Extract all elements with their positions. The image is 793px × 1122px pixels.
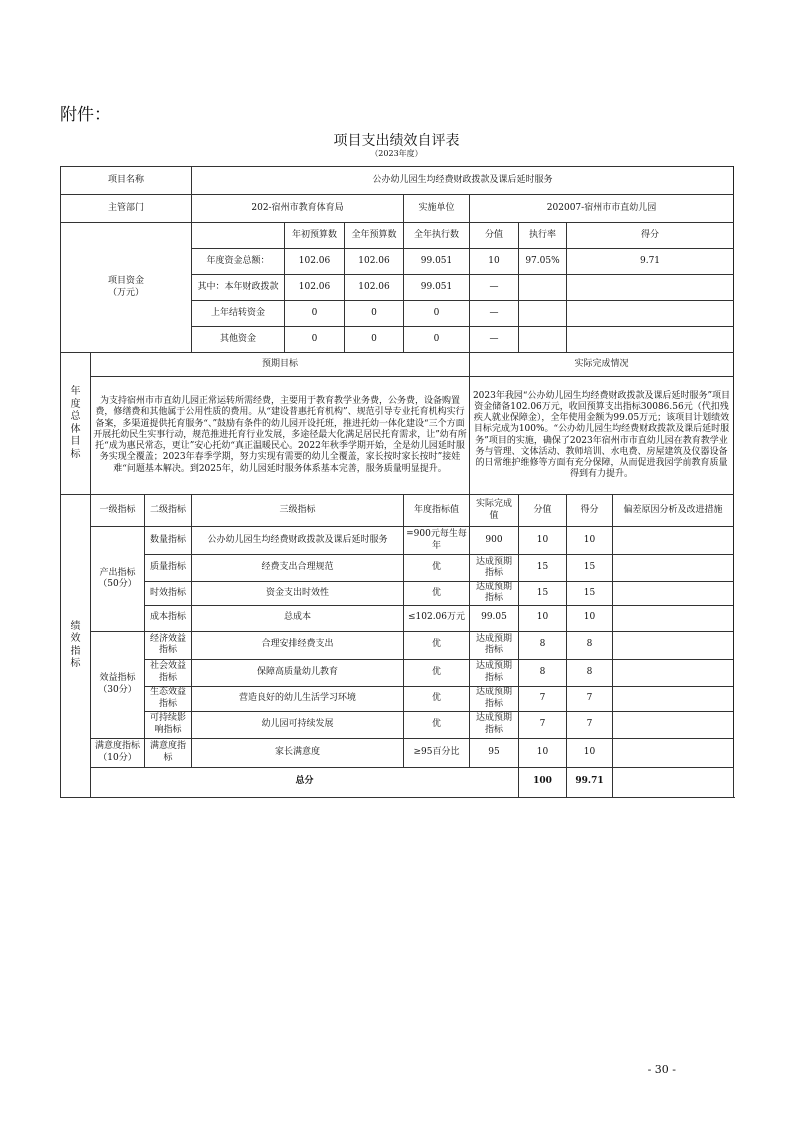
level2-cell: 数量指标: [145, 527, 192, 555]
actual-result-header: 实际完成情况: [470, 353, 734, 377]
funds-row-initial: 0: [285, 301, 345, 327]
target-cell: 优: [404, 582, 470, 606]
funds-header-initial: 年初预算数: [285, 223, 345, 249]
funds-row-annual: 0: [345, 301, 404, 327]
deviation-cell: [613, 527, 734, 555]
score-cell: 8: [567, 631, 613, 659]
actual-cell: 达成预期指标: [470, 659, 519, 686]
level1-output: 产出指标（50分）: [91, 527, 145, 632]
level3-cell: 家长满意度: [192, 738, 404, 767]
impl-unit-value: 202007-宿州市市直幼儿园: [470, 195, 734, 223]
weight-cell: 10: [519, 605, 567, 631]
score-cell: 8: [567, 659, 613, 686]
actual-cell: 900: [470, 527, 519, 555]
target-cell: ≥95百分比: [404, 738, 470, 767]
indicator-row: [61, 738, 734, 767]
score-header: 得分: [567, 495, 613, 527]
indicator-row: [61, 631, 734, 659]
funds-row-score: 9.71: [567, 249, 734, 275]
score-cell: 7: [567, 686, 613, 711]
actual-value-header: 实际完成值: [470, 495, 519, 527]
report-year: （2023年度）: [370, 149, 423, 158]
deviation-cell: [613, 605, 734, 631]
actual-cell: 达成预期指标: [470, 582, 519, 606]
funds-row-score: [567, 275, 734, 301]
actual-cell: 达成预期指标: [470, 686, 519, 711]
weight-header: 分值: [519, 495, 567, 527]
indicator-row: [61, 686, 734, 711]
indicator-row: [61, 527, 734, 555]
target-cell: =900元每生每年: [404, 527, 470, 555]
deviation-cell: [613, 659, 734, 686]
project-name-value: 公办幼儿园生均经费财政拨款及课后延时服务: [192, 167, 734, 195]
level2-cell: 经济效益指标: [145, 631, 192, 659]
performance-label: [61, 495, 91, 798]
dept-label: 主管部门: [61, 195, 192, 223]
weight-cell: 10: [519, 738, 567, 767]
goals-text-row: [61, 377, 734, 495]
weight-cell: 15: [519, 555, 567, 582]
funds-row-executed: 0: [404, 301, 470, 327]
funds-row-rate: [519, 301, 567, 327]
indicator-row: [61, 711, 734, 738]
target-cell: 优: [404, 631, 470, 659]
level3-cell: 保障高质量幼儿教育: [192, 659, 404, 686]
funds-header-row: [61, 223, 734, 249]
funds-row-weight: —: [470, 327, 519, 353]
deviation-cell: [613, 686, 734, 711]
level2-cell: 可持续影响指标: [145, 711, 192, 738]
page-number: - 30 -: [647, 1063, 676, 1076]
funds-row-weight: —: [470, 275, 519, 301]
actual-cell: 95: [470, 738, 519, 767]
funds-header-rate: 执行率: [519, 223, 567, 249]
level3-cell: 幼儿园可持续发展: [192, 711, 404, 738]
actual-result-text: 2023年我园“公办幼儿园生均经费财政拨款及课后延时服务”项目资金储备102.06万元，收回预算支出指标30086.56元（代扣残疾人就业保障金），全年使用金额为99.05万元；该项目计划绩效目标完成为100%。“公办幼儿园生均经费财政拨款及课后延时服务”项目的实施，确保了2023年宿州市市直幼儿园在教育教学业务与管理、文体活动、教师培训、水电费、房屋建筑及仪器设备的日常维护维修等方面有充分保障，从而促进我园学前教育质量得到有力提升。: [470, 377, 734, 495]
actual-cell: 99.05: [470, 605, 519, 631]
funds-row-name: 其中：本年财政拨款: [192, 275, 285, 301]
level3-cell: 资金支出时效性: [192, 582, 404, 606]
dept-value: 202-宿州市教育体育局: [192, 195, 404, 223]
actual-cell: 达成预期指标: [470, 555, 519, 582]
funds-row-initial: 102.06: [285, 275, 345, 301]
weight-cell: 8: [519, 659, 567, 686]
total-row: [61, 767, 734, 797]
annual-goals-label: [61, 353, 91, 495]
funds-row-name: 上年结转资金: [192, 301, 285, 327]
funds-header-weight: 分值: [470, 223, 519, 249]
funds-row-score: [567, 327, 734, 353]
attachment-label: 附件：: [60, 105, 111, 125]
level2-cell: 满意度指标: [145, 738, 192, 767]
funds-row-rate: [519, 275, 567, 301]
target-cell: 优: [404, 686, 470, 711]
weight-cell: 7: [519, 711, 567, 738]
expected-goal-header: 预期目标: [91, 353, 470, 377]
target-cell: 优: [404, 659, 470, 686]
score-cell: 15: [567, 582, 613, 606]
level3-header: 三级指标: [192, 495, 404, 527]
level1-header: 一级指标: [91, 495, 145, 527]
score-cell: 7: [567, 711, 613, 738]
level2-cell: 时效指标: [145, 582, 192, 606]
deviation-cell: [613, 631, 734, 659]
total-score: 99.71: [567, 767, 613, 797]
level3-cell: 总成本: [192, 605, 404, 631]
project-name-label: 项目名称: [61, 167, 192, 195]
funds-row-rate: [519, 327, 567, 353]
level3-cell: 营造良好的幼儿生活学习环境: [192, 686, 404, 711]
performance-header-row: [61, 495, 734, 527]
expected-goal-text: 为支持宿州市市直幼儿园正常运转所需经费，主要用于教育教学业务费，公务费，设备购置费，修缮费和其他属于公用性质的费用。从“建设普惠托育机构”、规范引导专业托育机构实行备案，多渠道提供托育服务“、”鼓励有条件的幼儿园开设托班，推进托幼一体化建设“三个方面开展托幼民生实事行动，规范推进托育行业发展，多途径最大化满足居民托育需求，让”幼有所托“成为惠民常态，更让”安心托幼“真正温暖民心。2022年秋季学期开始，全是幼儿园延时服务实现全覆盖；2023年春季学期，努力实现有需要的幼儿全覆盖，家长按时家长按时”接娃难“问题基本解决。到2025年，幼儿园延时服务体系基本完善，服务质量明显提升。: [91, 377, 470, 495]
level2-cell: 成本指标: [145, 605, 192, 631]
indicator-row: [61, 555, 734, 582]
project-name-row: [61, 167, 734, 195]
funds-row-executed: 99.051: [404, 275, 470, 301]
funds-row-annual: 0: [345, 327, 404, 353]
funds-row-initial: 102.06: [285, 249, 345, 275]
level2-cell: 社会效益指标: [145, 659, 192, 686]
level1-satisfaction: 满意度指标（10分）: [91, 738, 145, 767]
level2-header: 二级指标: [145, 495, 192, 527]
department-row: [61, 195, 734, 223]
level3-cell: 公办幼儿园生均经费财政拨款及课后延时服务: [192, 527, 404, 555]
impl-unit-label: 实施单位: [404, 195, 470, 223]
funds-row-name: 年度资金总额：: [192, 249, 285, 275]
total-deviation: [613, 767, 734, 797]
deviation-header: 偏差原因分析及改进措施: [613, 495, 734, 527]
indicator-row: [61, 605, 734, 631]
deviation-cell: [613, 738, 734, 767]
funds-row-name: 其他资金: [192, 327, 285, 353]
annual-goals-label-text: 年度总体目标: [70, 386, 81, 460]
deviation-cell: [613, 711, 734, 738]
score-cell: 15: [567, 555, 613, 582]
level3-cell: 经费支出合理规范: [192, 555, 404, 582]
level1-benefit: 效益指标（30分）: [91, 631, 145, 738]
funds-row-weight: 10: [470, 249, 519, 275]
funds-row-score: [567, 301, 734, 327]
funds-header-annual: 全年预算数: [345, 223, 404, 249]
indicator-row: [61, 659, 734, 686]
level2-cell: 生态效益指标: [145, 686, 192, 711]
goals-header-row: [61, 353, 734, 377]
target-cell: 优: [404, 711, 470, 738]
page-title: 项目支出绩效自评表: [333, 133, 460, 149]
weight-cell: 8: [519, 631, 567, 659]
weight-cell: 7: [519, 686, 567, 711]
total-label: 总分: [91, 767, 519, 797]
indicator-row: [61, 582, 734, 606]
funds-row-annual: 102.06: [345, 275, 404, 301]
score-cell: 10: [567, 738, 613, 767]
score-cell: 10: [567, 527, 613, 555]
deviation-cell: [613, 582, 734, 606]
funds-header-executed: 全年执行数: [404, 223, 470, 249]
funds-row-rate: 97.05%: [519, 249, 567, 275]
funds-header-score: 得分: [567, 223, 734, 249]
level2-cell: 质量指标: [145, 555, 192, 582]
score-cell: 10: [567, 605, 613, 631]
deviation-cell: [613, 555, 734, 582]
level3-cell: 合理安排经费支出: [192, 631, 404, 659]
target-cell: ≤102.06万元: [404, 605, 470, 631]
actual-cell: 达成预期指标: [470, 711, 519, 738]
total-weight: 100: [519, 767, 567, 797]
funds-label: 项目资金 （万元）: [61, 223, 192, 353]
actual-cell: 达成预期指标: [470, 631, 519, 659]
target-cell: 优: [404, 555, 470, 582]
funds-row-executed: 0: [404, 327, 470, 353]
funds-row-initial: 0: [285, 327, 345, 353]
performance-label-text: 绩效指标: [70, 620, 81, 670]
evaluation-table: [60, 166, 734, 798]
funds-row-executed: 99.051: [404, 249, 470, 275]
funds-row-annual: 102.06: [345, 249, 404, 275]
weight-cell: 10: [519, 527, 567, 555]
funds-name-header: [192, 223, 285, 249]
funds-row-weight: —: [470, 301, 519, 327]
weight-cell: 15: [519, 582, 567, 606]
annual-target-header: 年度指标值: [404, 495, 470, 527]
